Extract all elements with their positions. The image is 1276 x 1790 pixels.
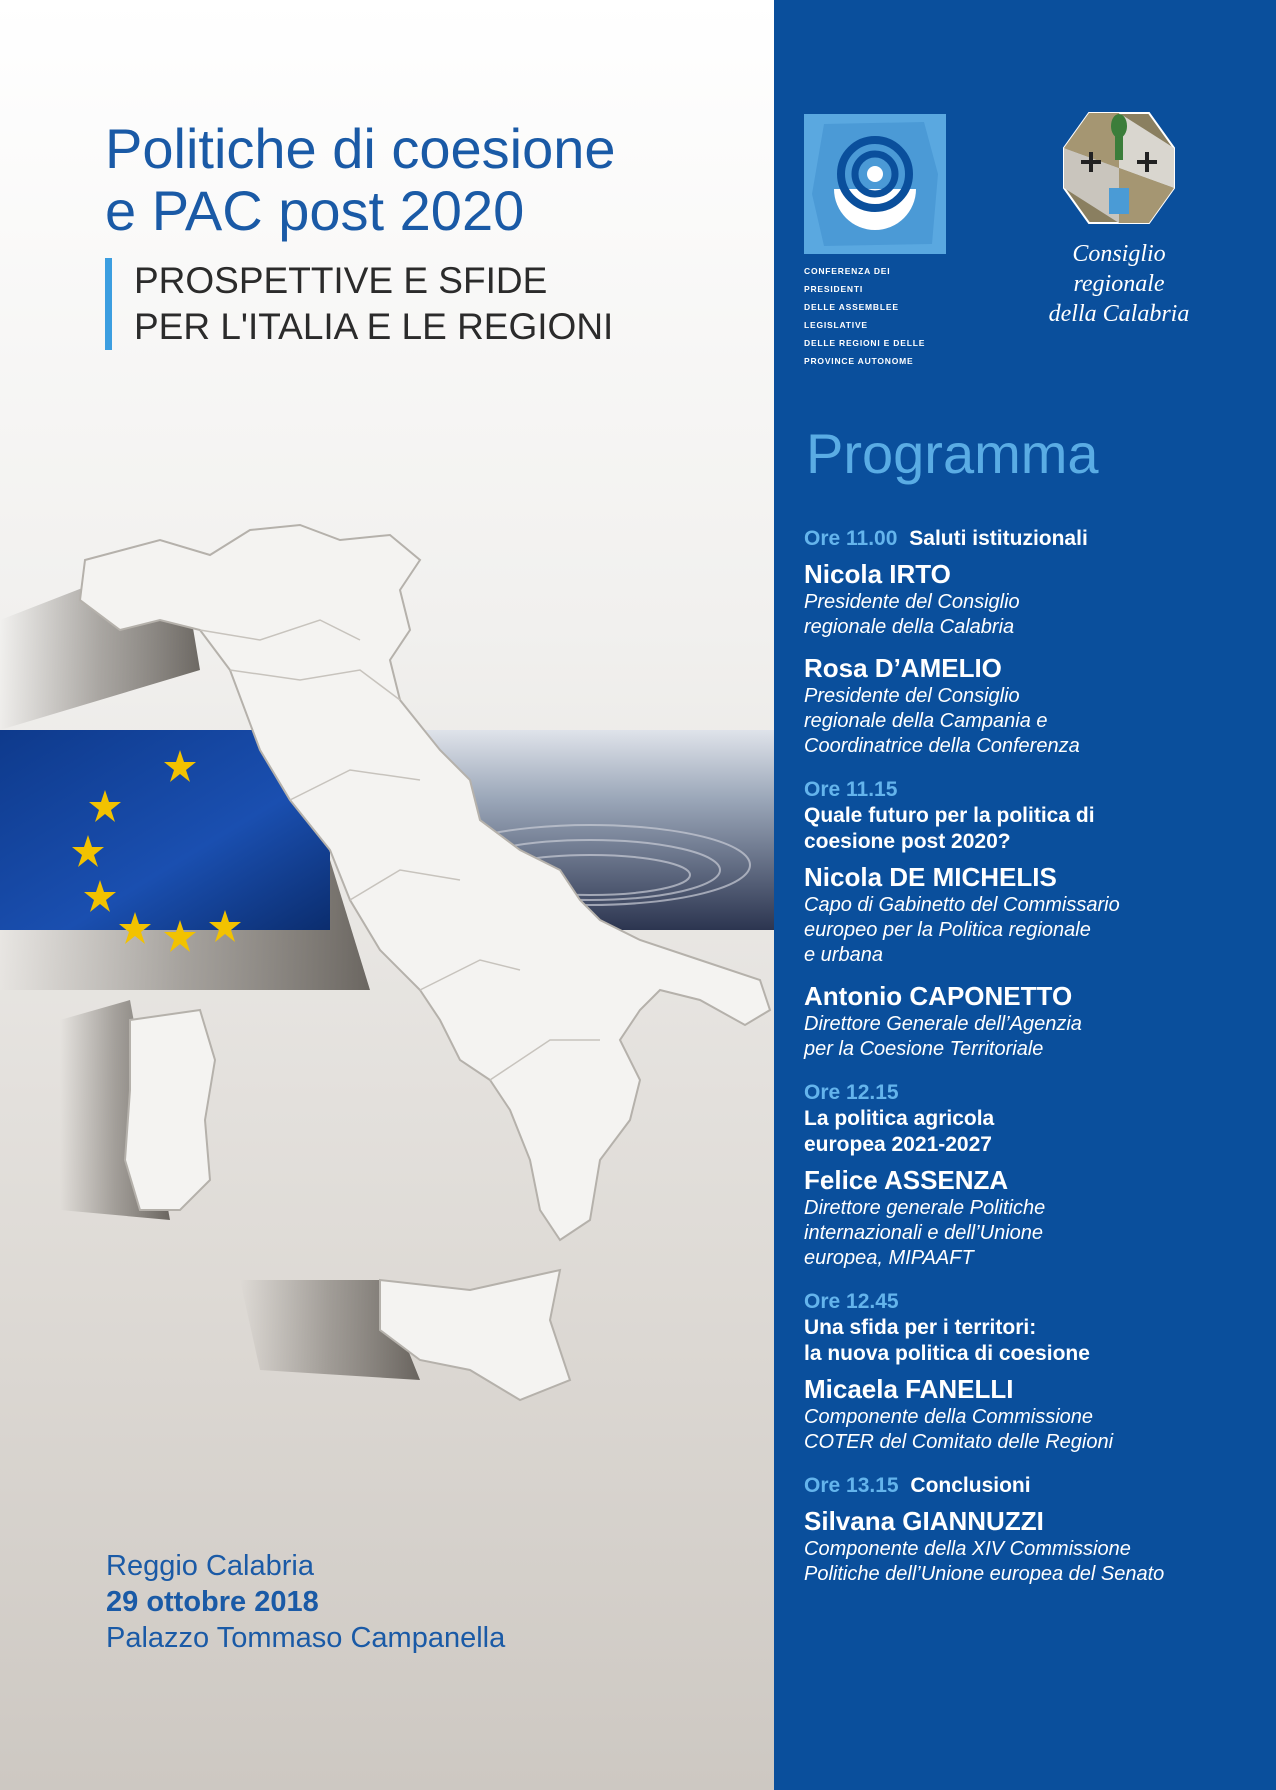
calabria-council-logo <box>1024 108 1214 329</box>
calabria-coat-of-arms-icon <box>1059 108 1179 228</box>
program-panel <box>774 0 1276 1790</box>
conference-line-1: CONFERENZA DEI PRESIDENTI <box>804 266 891 294</box>
speaker-role-line: Presidente del Consiglio <box>804 591 1020 613</box>
conference-line-4: PROVINCE AUTONOME <box>804 356 914 366</box>
title-line-1: Politiche di coesione <box>105 117 616 180</box>
speaker-role-line: Componente della Commissione <box>804 1406 1094 1428</box>
title-line-2: e PAC post 2020 <box>105 179 525 242</box>
speaker-name: Micaela FANELLI <box>804 1374 1014 1404</box>
calabria-council-name <box>1024 239 1214 329</box>
conference-line-3: DELLE REGIONI E DELLE <box>804 338 926 348</box>
speaker-name: Nicola IRTO <box>804 559 951 589</box>
speaker-role-line: Direttore Generale dell’Agenzia <box>804 1013 1082 1035</box>
speaker <box>804 652 1264 759</box>
italy-map-illustration <box>0 520 774 1420</box>
session-time: Ore 13.15 <box>804 1474 899 1497</box>
session-header <box>804 526 1264 552</box>
speaker-name: Antonio CAPONETTO <box>804 981 1073 1011</box>
session-1215 <box>804 1080 1264 1271</box>
speaker-role-line: Presidente del Consiglio <box>804 685 1020 707</box>
event-venue <box>106 1548 505 1656</box>
speaker-role-line: Componente della XIV Commissione <box>804 1538 1131 1560</box>
speaker-name: Rosa D’AMELIO <box>804 653 1002 683</box>
venue-city: Reggio Calabria <box>106 1550 314 1582</box>
conference-logo-text <box>804 262 950 370</box>
session-time: Ore 11.00 <box>804 527 898 550</box>
program-list <box>804 526 1264 1605</box>
speaker-name: Felice ASSENZA <box>804 1165 1009 1195</box>
venue-place: Palazzo Tommaso Campanella <box>106 1622 506 1654</box>
program-title: Programma <box>806 422 1099 485</box>
speaker-role-line: internazionali e dell’Unione <box>804 1222 1044 1244</box>
speaker-role-line: regionale della Campania e <box>804 710 1048 732</box>
speaker-role-line: Coordinatrice della Conferenza <box>804 735 1080 757</box>
speaker <box>804 1373 1264 1455</box>
session-time: Ore 11.15 <box>804 778 898 801</box>
venue-date: 29 ottobre 2018 <box>106 1586 319 1618</box>
session-topic: Saluti istituzionali <box>909 527 1088 550</box>
session-topic-line: Quale futuro per la politica di <box>804 804 1095 827</box>
session-topic: Conclusioni <box>910 1474 1031 1497</box>
session-time: Ore 12.15 <box>804 1081 899 1104</box>
session-1100 <box>804 526 1264 759</box>
speaker <box>804 980 1264 1062</box>
speaker-role <box>804 1012 1264 1062</box>
speaker-role <box>804 1405 1264 1455</box>
speaker <box>804 1164 1264 1271</box>
speaker <box>804 861 1264 968</box>
event-title <box>105 118 616 242</box>
conference-logo-mark <box>804 114 946 254</box>
speaker-role-line: per la Coesione Territoriale <box>804 1038 1044 1060</box>
speaker-role <box>804 1537 1264 1587</box>
speaker-name: Silvana GIANNUZZI <box>804 1506 1044 1536</box>
speaker-role-line: regionale della Calabria <box>804 616 1015 638</box>
session-header <box>804 1080 1264 1158</box>
sicily-silhouette <box>380 1270 570 1400</box>
session-1115 <box>804 777 1264 1062</box>
session-topic-line: coesione post 2020? <box>804 830 1011 853</box>
conference-emblem-icon <box>804 114 946 254</box>
speaker-role-line: europea, MIPAAFT <box>804 1247 974 1269</box>
speaker <box>804 558 1264 640</box>
session-time: Ore 12.45 <box>804 1290 899 1313</box>
session-header <box>804 1473 1264 1499</box>
speaker-role <box>804 684 1264 759</box>
session-header <box>804 777 1264 855</box>
event-subtitle <box>105 258 613 350</box>
speaker-role <box>804 1196 1264 1271</box>
speaker-role <box>804 590 1264 640</box>
session-topic-line: Una sfida per i territori: <box>804 1316 1037 1339</box>
speaker-name: Nicola DE MICHELIS <box>804 862 1057 892</box>
session-header <box>804 1289 1264 1367</box>
speaker-role-line: Politiche dell’Unione europea del Senato <box>804 1563 1165 1585</box>
calabria-line-1: Consiglio regionale <box>1072 241 1166 297</box>
subtitle-line-1: PROSPETTIVE E SFIDE <box>134 260 548 301</box>
conference-logo <box>804 114 950 370</box>
session-topic-line: La politica agricola <box>804 1107 995 1130</box>
speaker-role <box>804 893 1264 968</box>
speaker-role-line: europeo per la Politica regionale <box>804 919 1091 941</box>
session-topic-line: europea 2021-2027 <box>804 1133 992 1156</box>
speaker <box>804 1505 1264 1587</box>
session-1315 <box>804 1473 1264 1587</box>
speaker-role-line: Direttore generale Politiche <box>804 1197 1046 1219</box>
speaker-role-line: COTER del Comitato delle Regioni <box>804 1431 1114 1453</box>
speaker-role-line: Capo di Gabinetto del Commissario <box>804 894 1120 916</box>
sardinia-silhouette <box>125 1010 215 1210</box>
session-topic-line: la nuova politica di coesione <box>804 1342 1090 1365</box>
conference-line-2: DELLE ASSEMBLEE LEGISLATIVE <box>804 302 899 330</box>
session-1245 <box>804 1289 1264 1455</box>
subtitle-line-2: PER L'ITALIA E LE REGIONI <box>134 306 614 347</box>
calabria-line-2: della Calabria <box>1048 301 1190 327</box>
speaker-role-line: e urbana <box>804 944 883 966</box>
